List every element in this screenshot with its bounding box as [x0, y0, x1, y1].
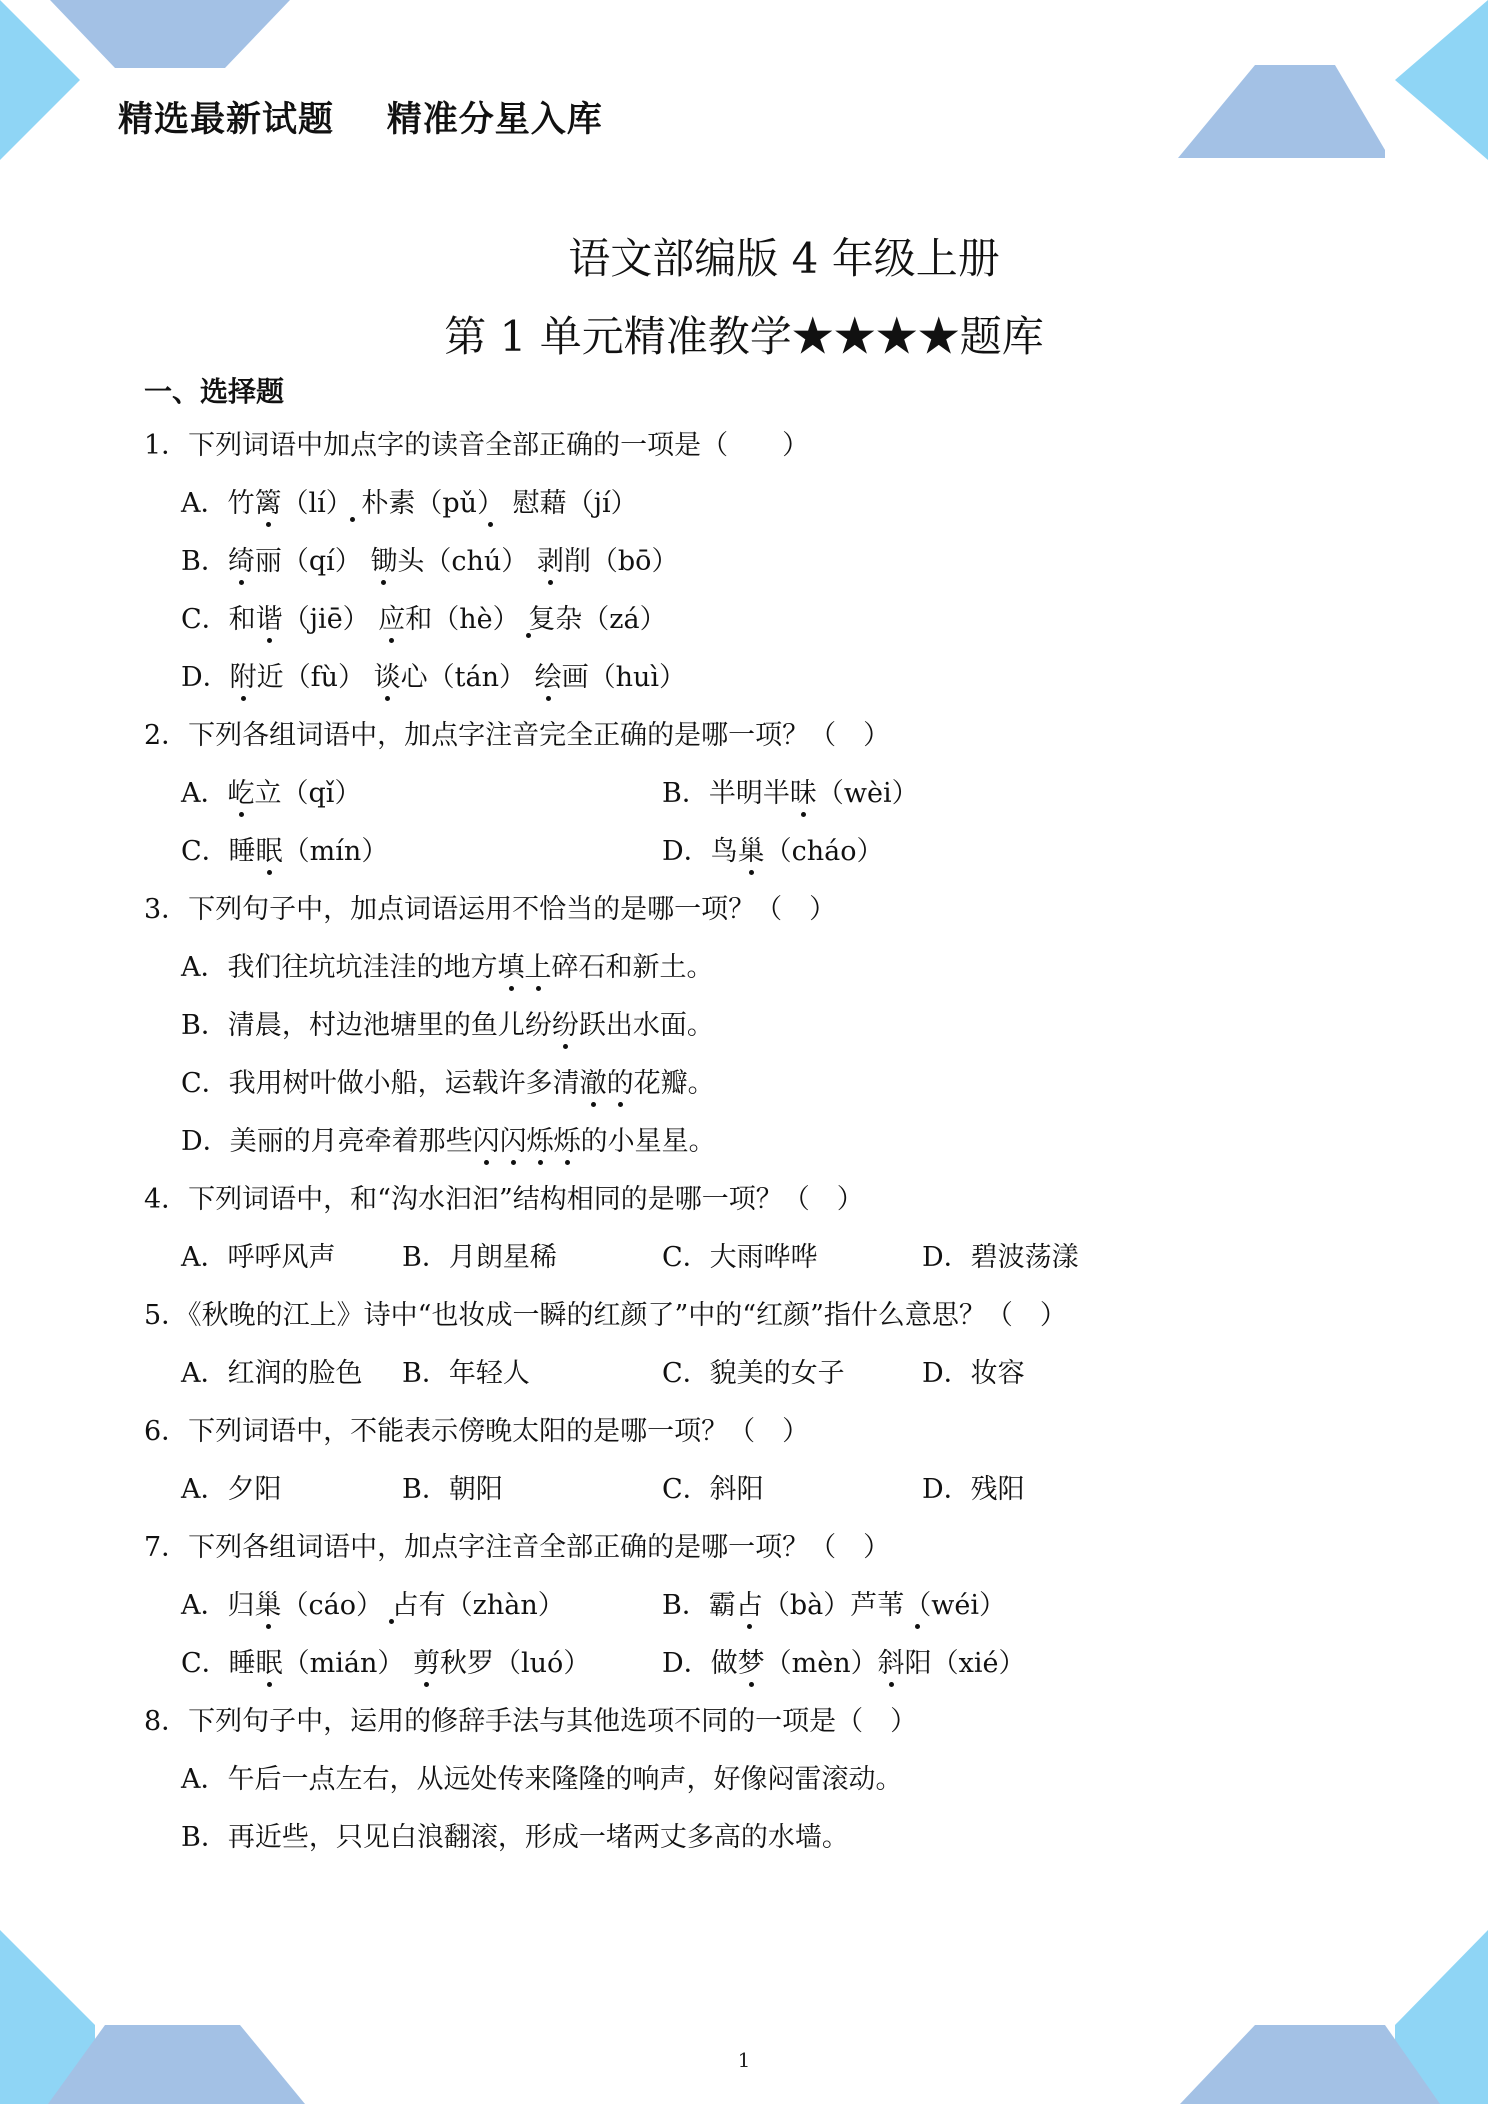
emphasis-dot-char: 锄	[370, 546, 398, 577]
question-stem: 1．下列词语中加点字的读音全部正确的一项是（ ）	[144, 430, 810, 461]
question-option: D．碧波荡漾	[922, 1242, 1079, 1273]
question-option: B．清晨，村边池塘里的鱼儿纷纷跃出水面。	[181, 1010, 714, 1041]
emphasis-dot-char: 巢	[254, 1590, 282, 1621]
question-option: D．附近（fù） 谈心（tán） 绘画（huì）	[181, 662, 687, 693]
emphasis-dot-char: 附	[229, 662, 257, 693]
question-option: A．呼呼风声	[181, 1242, 336, 1273]
page-title-line-2: 第 1 单元精准教学★★★★题库	[444, 312, 1044, 361]
section-heading: 一、选择题	[144, 375, 285, 408]
question-stem: 7．下列各组词语中，加点字注音全部正确的是哪一项？（ ）	[144, 1532, 891, 1563]
emphasis-dot-char: 澈	[579, 1068, 607, 1099]
corner-decoration-bottom-right	[1170, 1930, 1488, 2104]
question-option: B．绮丽（qí） 锄头（chú） 剥削（bō）	[181, 546, 679, 577]
question-option: B．年轻人	[402, 1358, 530, 1389]
question-stem: 4．下列词语中，和“沟水汩汩”结构相同的是哪一项？（ ）	[144, 1184, 864, 1215]
question-option: A．屹立（qǐ）	[181, 778, 362, 809]
emphasis-dot-char: 谈	[373, 662, 401, 693]
question-option: C．和谐（jiē） 应和（hè） 复杂（zá）	[181, 604, 667, 635]
question-stem: 5．《秋晚的江上》诗中“也妆成一瞬的红颜了”中的“红颜”指什么意思？（ ）	[144, 1300, 1067, 1331]
emphasis-dot-char: 眠	[255, 1648, 283, 1679]
corner-decoration-bottom-left	[0, 1930, 320, 2104]
question-option: D．做梦（mèn）斜阳（xié）	[662, 1648, 1026, 1679]
question-stem: 6．下列词语中，不能表示傍晚太阳的是哪一项？（ ）	[144, 1416, 810, 1447]
emphasis-dot-char: 烁	[526, 1126, 554, 1157]
emphasis-dot-char: 昧	[789, 778, 817, 809]
emphasis-dot-char: 填	[497, 952, 525, 983]
emphasis-dot-char: 剥	[536, 546, 564, 577]
emphasis-dot-char: 篱	[254, 488, 282, 519]
emphasis-dot-char: 上	[524, 952, 552, 983]
question-option: A．午后一点左右，从远处传来隆隆的响声，好像闷雷滚动。	[181, 1764, 903, 1795]
emphasis-dot-char: 占	[735, 1590, 763, 1621]
question-stem: 2．下列各组词语中，加点字注音完全正确的是哪一项？（ ）	[144, 720, 891, 751]
emphasis-dot-char: 烁	[553, 1126, 581, 1157]
question-option: D．妆容	[922, 1358, 1025, 1389]
emphasis-dot-char: 绘	[534, 662, 562, 693]
page-number: 1	[737, 2048, 751, 2072]
emphasis-dot-char: 剪	[413, 1648, 441, 1679]
question-option: B．月朗星稀	[402, 1242, 557, 1273]
question-stem: 3．下列句子中，加点词语运用不恰当的是哪一项？（ ）	[144, 894, 837, 925]
emphasis-dot-char: 梦	[737, 1648, 765, 1679]
question-option: C．貌美的女子	[662, 1358, 845, 1389]
question-option: C．斜阳	[662, 1474, 764, 1505]
emphasis-dot-char: 斜	[877, 1648, 905, 1679]
question-option: A．夕阳	[181, 1474, 282, 1505]
question-option: B．霸占（bà）芦苇（wéi）	[662, 1590, 1006, 1621]
emphasis-dot-char: 的	[606, 1068, 634, 1099]
question-option: A．红润的脸色	[181, 1358, 363, 1389]
emphasis-dot-char: ）	[477, 488, 505, 519]
page-title-line-1: 语文部编版 4 年级上册	[568, 234, 1000, 283]
emphasis-dot-char: 谐	[255, 604, 283, 635]
question-option: B．再近些，只见白浪翻滚，形成一堵两丈多高的水墙。	[181, 1822, 849, 1853]
emphasis-dot-char: 巢	[737, 836, 765, 867]
question-option: D．残阳	[922, 1474, 1025, 1505]
emphasis-dot-char: 纷	[551, 1010, 579, 1041]
header-slogan: 精选最新试题 精准分星入库	[118, 100, 603, 140]
emphasis-dot-char: 眠	[255, 836, 283, 867]
corner-decoration-top-left	[0, 0, 300, 170]
question-option: C．睡眠（mín）	[181, 836, 389, 867]
question-option: B．半明半昧（wèi）	[662, 778, 919, 809]
question-option: C．大雨哗哗	[662, 1242, 818, 1273]
question-option: C．睡眠（mián） 剪秋罗（luó）	[181, 1648, 591, 1679]
question-option: A．我们往坑坑洼洼的地方填上碎石和新土。	[181, 952, 714, 983]
emphasis-dot-char: 闪	[499, 1126, 527, 1157]
emphasis-dot-char: （	[904, 1590, 932, 1621]
emphasis-dot-char: 绮	[227, 546, 255, 577]
emphasis-dot-char: 屹	[227, 778, 255, 809]
corner-decoration-top-right	[1170, 0, 1488, 170]
question-option: B．朝阳	[402, 1474, 503, 1505]
question-option: D．美丽的月亮牵着那些闪闪烁烁的小星星。	[181, 1126, 716, 1157]
question-option: A．归巢（cáo） 占有（zhàn）	[181, 1590, 565, 1621]
question-option: D．鸟巢（cháo）	[662, 836, 884, 867]
question-option: C．我用树叶做小船，运载许多清澈的花瓣。	[181, 1068, 715, 1099]
question-option: A．竹篱（lí） 朴素（pǔ） 慰藉（jí）	[181, 488, 638, 519]
emphasis-dot-char: 闪	[472, 1126, 500, 1157]
question-stem: 8．下列句子中，运用的修辞手法与其他选项不同的一项是（ ）	[144, 1706, 918, 1737]
emphasis-dot-char: 应	[378, 604, 406, 635]
